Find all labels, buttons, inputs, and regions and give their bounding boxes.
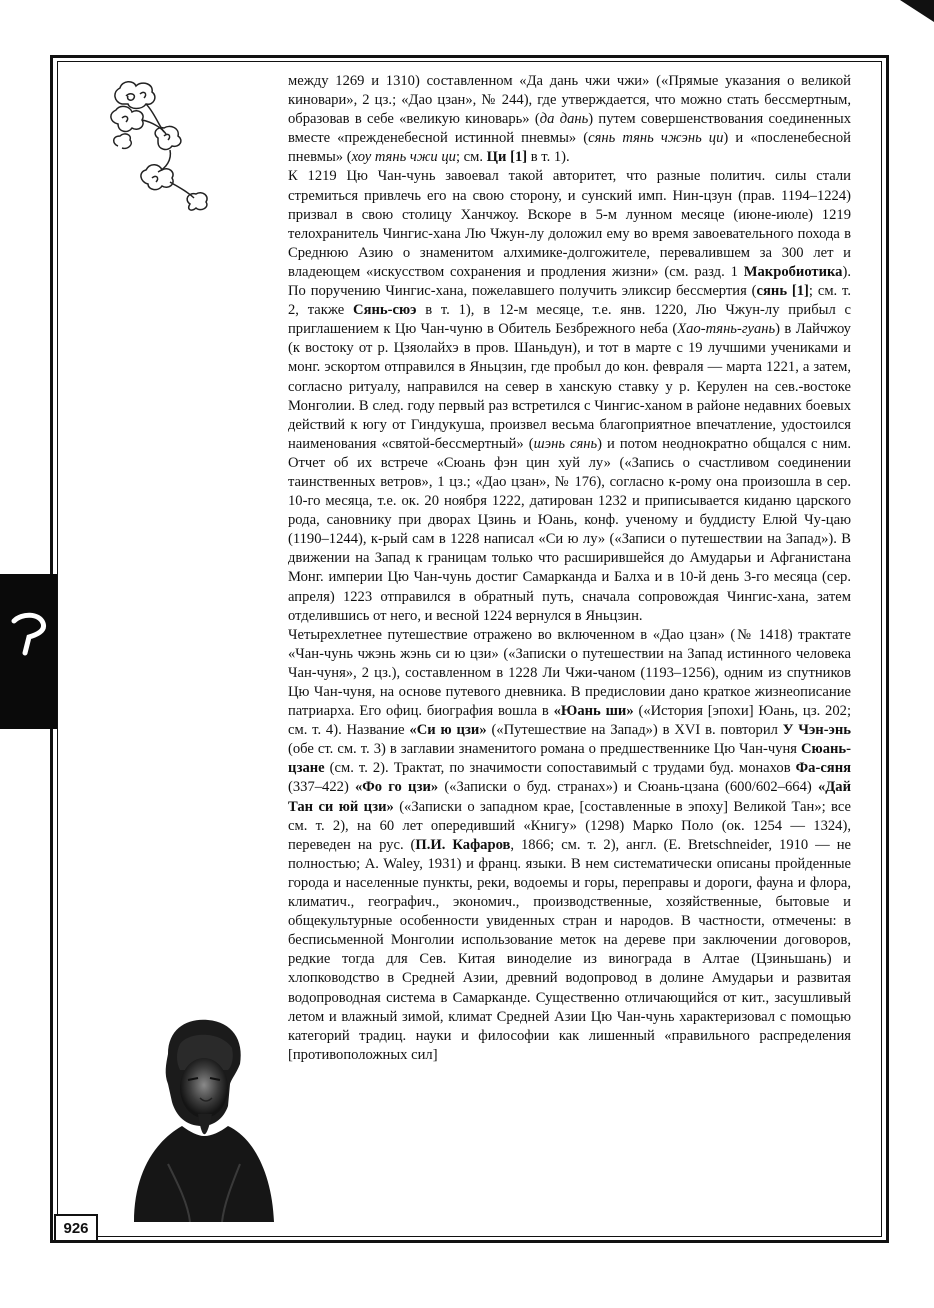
text-run: ). По поручению Чингис-хана, пожелавшего получить эликсир бессмертия ( bbox=[288, 263, 851, 300]
italic-term: хоу тянь чжи ци bbox=[351, 149, 456, 166]
article-text bbox=[288, 72, 851, 1065]
section-tab bbox=[0, 574, 57, 729]
text-run: между 1269 и 1310) составленном «Да дань чжи чжи» («Прямые указания о великой киновари», 2 цз.; «Дао цзан», № 244), где утверждается, что можно стать бессмертным, образовав в себе «великую киноварь» ( bbox=[288, 73, 851, 128]
bold-term: «Юань ши» bbox=[553, 703, 634, 720]
text-run: («Записки о западном крае, [составленные в эпоху] Великой Тан»; все см. т. 2), на 60 лет опередивший «Книгу» (1298) Марко Поло (ок. 1254 — 1324), переведен на рус. ( bbox=[288, 798, 851, 853]
bold-term: Ци [1] bbox=[486, 149, 528, 166]
text-run: ; см. bbox=[455, 149, 487, 166]
text-run: («Путешествие на Запад») в XVI в. повторил bbox=[486, 722, 783, 739]
cloud-scroll-ornament bbox=[100, 72, 212, 220]
corner-mark bbox=[900, 0, 934, 22]
text-run: К 1219 Цю Чан-чунь завоевал такой авторитет, что разные политич. силы стали стремиться привлечь его на свою сторону, и сунский имп. Нин-цзун (прав. 1194–1224) призвал в свою столицу Ханчжоу. Вскоре в 5-м лунном месяце (июне-июле) 1219 телохранитель Чингис-хана Лю Чжун-лу доложил ему во время завоевательного похода в Среднюю Азию о знаменитом алхимике-долгожителе, перевалившем за 300 лет и владеющем «искусством сохранения и продления жизни» (см. разд. 1 bbox=[288, 168, 851, 280]
text-run: («Записки о буд. странах») и Сюань-цзана (600/602–664) bbox=[438, 779, 818, 796]
italic-term: Хао-тянь-гуань bbox=[677, 321, 776, 338]
text-run: ) и потом неоднократно общался с ним. Отчет об их встрече «Сюань фэн цин хуй лу» («Запись о счастливом соединении таинственных ветров», 1 цз.; «Дао цзан», № 176), согласно к-рому она произошла в сер. 10-го месяца, т.е. ок. 20 ноября 1222, датирован 1232 и приписывается киданю царского рода, сановнику при дворах Цзинь и Юань, конф. ученому и буддисту Елюй Чу-цаю (1190–1244), к-рый сам в 1228 написал «Си ю лу» («Записи о путешествии на Запад»). В движении на Запад к границам только что расширившейся до Амударьи и Афганистана Монг. империи Цю Чан-чунь достиг Самарканда и Балха и в 10-й день 3-го месяца (сер. апреля) 1223 отправился в обратный путь, сначала сопровождая Чингис-хана, затем отделившись от него, и весной 1224 вернулся в Яньцзин. bbox=[288, 435, 851, 624]
bold-term: «Си ю цзи» bbox=[409, 722, 487, 739]
text-run: в т. 1). bbox=[527, 149, 570, 166]
paragraph bbox=[288, 626, 851, 1065]
text-run: («История [эпохи] Юань, цз. 202; см. т. 4). Название bbox=[288, 703, 852, 739]
text-run: в т. 1), в 12-м месяце, т.е. янв. 1220, Лю Чжун-лу прибыл с приглашением к Цю Чан-чуню в Обитель Безбрежного неба ( bbox=[288, 302, 852, 338]
paragraph bbox=[288, 167, 851, 625]
italic-term: сянь тянь чжэнь ци bbox=[588, 130, 724, 147]
bold-term: «Фо го цзи» bbox=[354, 779, 439, 796]
text-run: (см. т. 2). Трактат, по значимости сопоставимый с трудами буд. монахов bbox=[324, 760, 796, 777]
bold-term: Сюань-цзане bbox=[288, 741, 851, 777]
bold-term: сянь [1] bbox=[756, 283, 809, 300]
bold-term: Макробиотика bbox=[743, 263, 843, 280]
text-run: ) в Лайчжоу (к востоку от р. Цзяолайхэ в пров. Шаньдун), и тот в марте с 19 лучшими учениками и монг. эскортом отправился в Яньцзин, где пробыл до кон. февраля — марта 1221, а затем, согласно ритуалу, направился на север в ханскую ставку у р. Керулен на сев.-востоке Монголии. В след. году первый раз встретился с Чингис-ханом в районе недавних боевых действий к югу от Гиндукуша, произвел весьма благоприятное впечатление, удостоился наименования «святой-бессмертный» ( bbox=[288, 321, 851, 452]
bold-term: Сянь-сюэ bbox=[353, 302, 417, 319]
text-run: ) путем совершенствования соединенных вместе «прежденебесной истинной пневмы» ( bbox=[288, 111, 852, 147]
section-letter-glyph bbox=[6, 609, 51, 661]
text-run: Четырехлетнее путешествие отражено во включенном в «Дао цзан» (№ 1418) трактате «Чан-чунь чжэнь жэнь си ю цзи» («Записки о путешествии на Запад истинного человека Чан-чуня», 2 цз.), составленном в 1228 Ли Чжи-чаном (1193–1256), одним из спутников Цю Чан-чуня, на основе путевого дневника. В предисловии дано краткое жизнеописание патриарха. Его офиц. биография вошла в bbox=[288, 626, 851, 720]
paragraph bbox=[288, 72, 851, 167]
text-run: (337–422) bbox=[288, 779, 355, 796]
bold-term: «Дай Тан си юй цзи» bbox=[288, 779, 851, 815]
portrait-photo bbox=[128, 1014, 275, 1222]
italic-term: да дань bbox=[539, 111, 589, 128]
italic-term: шэнь сянь bbox=[533, 435, 598, 452]
bold-term: У Чэн-энь bbox=[782, 722, 851, 739]
bold-term: Фа-сяня bbox=[795, 760, 851, 777]
page-number: 926 bbox=[54, 1214, 98, 1242]
text-run: (обе ст. см. т. 3) в заглавии знаменитого романа о предшественнике Цю Чан-чуня bbox=[288, 741, 802, 758]
text-run: ; см. т. 2, также bbox=[288, 283, 851, 319]
text-run: , 1866; см. т. 2), англ. (E. Bretschneider, 1910 — не полностью; A. Waley, 1931) и франц. языки. В нем систематически описаны пройденные города и населенные пункты, реки, водоемы и горы, переправы и дороги, фауна и флора, климатич., географич., экономич., производственные, хозяйственные, бытовые и общекультурные особенности увиденных стран и народов. В частности, отмечены: в бесписьменной Монголии использование меток на дереве при заключении договоров, редкие тогда для Сев. Китая виноделие из винограда в Алтае (Цзиньшань) и хлопководство в Средней Азии, древний водопровод в долине Амударьи и развитая водопроводная система в Самарканде. Существенно отличающийся от кит., засушливый летом и влажный зимой, климат Средней Азии Цю Чан-чунь характеризовал с помощью категорий традиц. науки и философии как лишенный «правильного распределения [противоположных сил] bbox=[288, 836, 852, 1063]
bold-term: П.И. Кафаров bbox=[415, 836, 511, 853]
text-run: ) и «посленебесной пневмы» ( bbox=[288, 130, 851, 166]
